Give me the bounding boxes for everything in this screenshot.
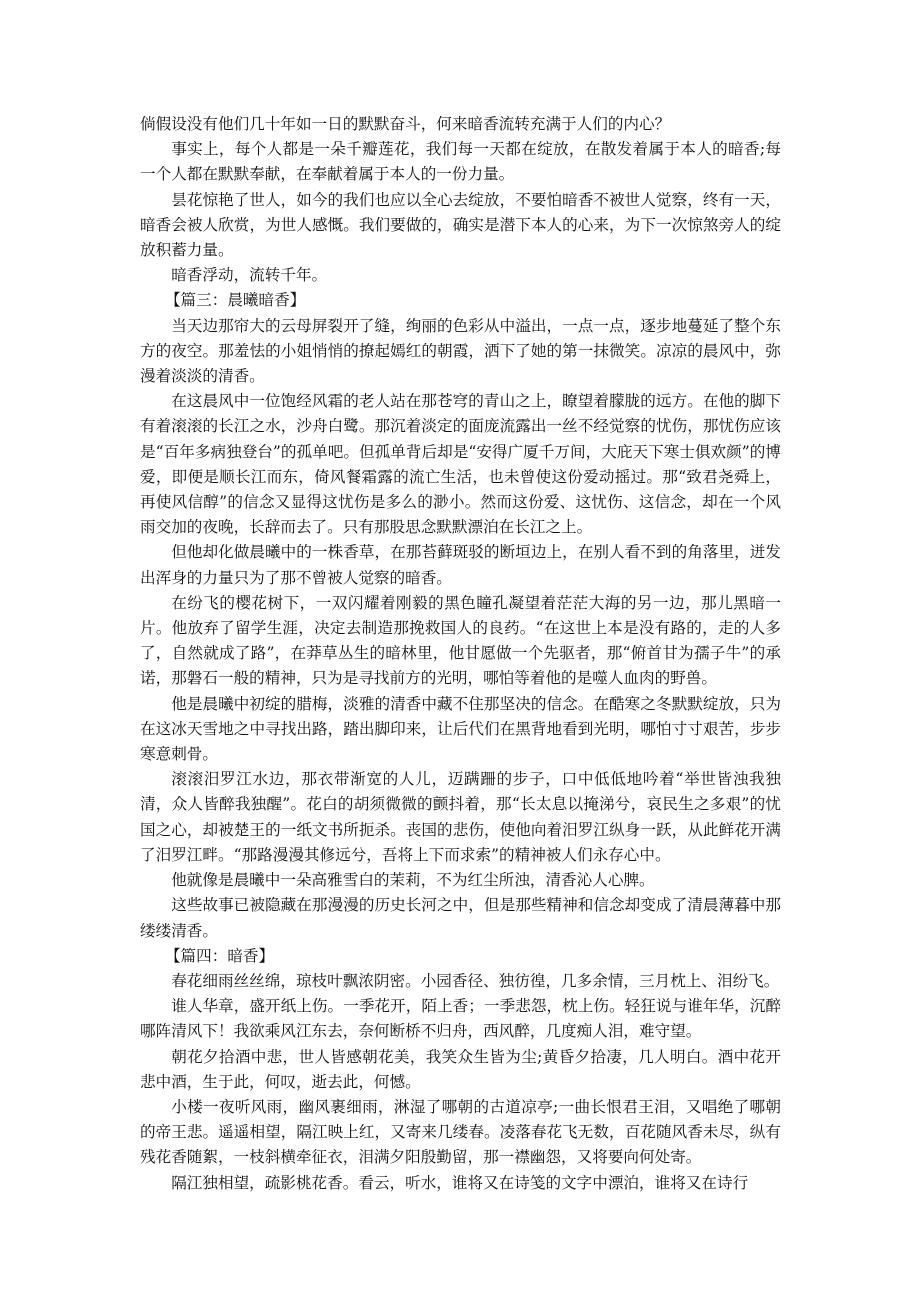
paragraph: 他就像是晨曦中一朵高雅雪白的茉莉，不为红尘所浊，清香沁人心脾。 (171, 871, 655, 890)
paragraph: 他是晨曦中初绽的腊梅，淡雅的清香中藏不住那坚决的信念。在酷寒之冬默默绽放，只为在这冰天雪地之中寻找出路，踏出脚印来，让后代们在黑背地看到光明，哪怕寸寸艰苦，步步寒意刺骨。 (140, 694, 781, 764)
section-heading: 【篇三：晨曦暗香】 (164, 291, 306, 310)
paragraph: 滚滚汨罗江水边，那衣带渐宽的人儿，迈蹒跚的步子，口中低低地吟着“举世皆浊我独清，众人皆醉我独醒”。花白的胡须微微的颤抖着，那“长太息以掩涕兮，哀民生之多艰”的忧国之心，却被楚王的一纸文书所扼杀。丧国的悲伤，使他向着汨罗江纵身一跃，从此鲜花开满了汨罗江畔。“那路漫漫其修远兮，吾将上下而求索”的精神被人们永存心中。 (140, 770, 781, 864)
paragraph: 倘假设没有他们几十年如一日的默默奋斗，何来暗香流转充满于人们的内心？ (140, 115, 671, 133)
paragraph: 但他却化做晨曦中的一株香草，在那苔藓斑驳的断垣边上，在别人看不到的角落里，迸发出浑身的力量只为了那不曾被人觉察的暗香。 (140, 543, 781, 587)
document-body (140, 112, 781, 1196)
paragraph: 春花细雨丝丝绵，琼枝叶飘浓阴密。小园香径、独彷徨，几多余情，三月枕上、泪纷飞。 (171, 971, 780, 990)
paragraph: 暗香浮动，流转千年。 (171, 266, 328, 285)
paragraph: 昙花惊艳了世人，如今的我们也应以全心去绽放，不要怕暗香不被世人觉察，终有一天，暗香会被人欣赏，为世人感慨。我们要做的，确实是潜下本人的心来，为下一次惊煞旁人的绽放积蓄力量。 (140, 190, 781, 260)
paragraph: 在纷飞的樱花树下，一双闪耀着刚毅的黑色瞳孔凝望着茫茫大海的另一边，那儿黑暗一片。他放弃了留学生涯，决定去制造那挽救国人的良药。“在这世上本是没有路的，走的人多了，自然就成了路”，在莽草丛生的暗林里，他甘愿做一个先驱者，那“俯首甘为孺子牛”的承诺，那磐石一般的精神，只为是寻找前方的光明，哪怕等着他的是噬人血肉的野兽。 (140, 593, 781, 688)
paragraph: 在这晨风中一位饱经风霜的老人站在那苍穹的青山之上，瞭望着朦胧的远方。在他的脚下有着滚滚的长江之水，沙舟白鹭。那沉着淡定的面庞流露出一丝不经觉察的忧伤，那忧伤应该是“百年多病独登台”的孤单吧。但孤单背后却是“安得广厦千万间，大庇天下寒士俱欢颜”的博爱，即便是顺长江而东，倚风餐霜露的流亡生活，也未曾使这份爱动摇过。那“致君尧舜上，再使风信醇”的信念又显得这忧伤是多么的渺小。然而这份爱、这忧伤、这信念，却在一个风雨交加的夜晚，长辞而去了。只有那股思念默默漂泊在长江之上。 (140, 392, 781, 537)
paragraph: 这些故事已被隐藏在那漫漫的历史长河之中，但是那些精神和信念却变成了清晨薄暮中那缕缕清香。 (140, 896, 781, 940)
section-heading: 【篇四：暗香】 (164, 946, 275, 965)
paragraph: 事实上，每个人都是一朵千瓣莲花，我们每一天都在绽放，在散发着属于本人的暗香;每一个人都在默默奉献，在奉献着属于本人的一份力量。 (140, 140, 781, 184)
paragraph: 朝花夕拾酒中悲，世人皆感朝花美，我笑众生皆为尘;黄昏夕拾凄，几人明白。酒中花开悲中酒，生于此，何叹，逝去此，何憾。 (140, 1047, 781, 1091)
paragraph: 小楼一夜听风雨，幽风裹细雨，淋湿了哪朝的古道凉亭;一曲长恨君王泪，又唱绝了哪朝的帝王悲。遥遥相望，隔江映上红，又寄来几缕春。凌落春花飞无数，百花随风香未尽，纵有残花香随絮，一枝斜横牵征衣，泪满夕阳殷勤留，那一襟幽怨，又将要向何处寄。 (140, 1097, 781, 1167)
paragraph: 谁人华章，盛开纸上伤。一季花开，陌上香；一季悲怨，枕上伤。轻狂说与谁年华，沉醉哪阵清风下！我欲乘风江东去，奈何断桥不归舟，西风醉，几度痴人泪，难守望。 (140, 997, 781, 1041)
paragraph: 当天边那帘大的云母屏裂开了缝，绚丽的色彩从中溢出，一点一点，逐步地蔓延了整个东方的夜空。那羞怯的小姐悄悄的撩起嫣红的朝霞，洒下了她的第一抹微笑。凉凉的晨风中，弥漫着淡淡的清香。 (140, 316, 781, 386)
paragraph: 隔江独相望，疏影桃花香。看云，听水，谁将又在诗笺的文字中漂泊，谁将又在诗行 (171, 1173, 749, 1192)
